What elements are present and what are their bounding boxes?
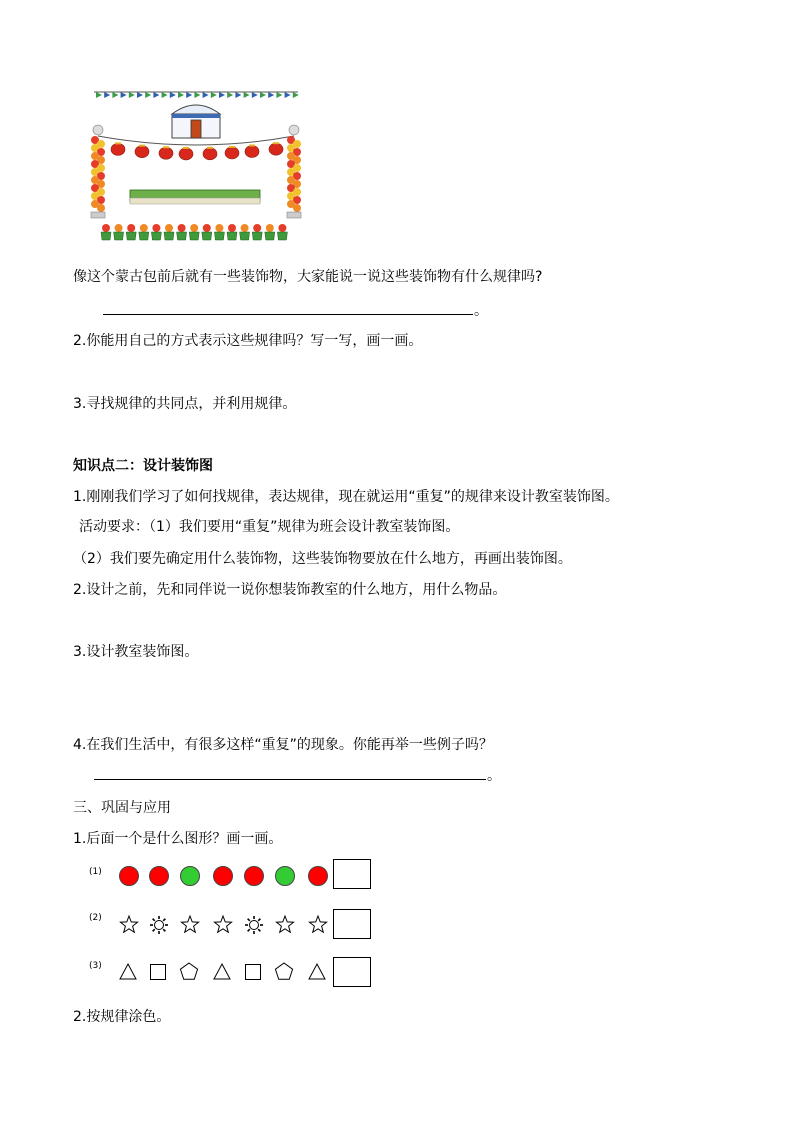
section-knowledge-2-heading: 知识点二：设计装饰图: [73, 458, 213, 474]
pentagon-icon: [178, 961, 200, 983]
triangle-icon: [117, 961, 139, 983]
star-icon: [274, 914, 296, 936]
question-3: 3.寻找规律的共同点，并利用规律。: [73, 396, 297, 412]
pentagon-icon: [273, 961, 295, 983]
pattern-circle: [149, 866, 169, 886]
pattern-circle: [244, 866, 264, 886]
activity-requirement-1: 活动要求：（1）我们要用“重复”规律为班会设计教室装饰图。: [79, 519, 460, 535]
star-icon: [307, 914, 329, 936]
knowledge-item-4: 4.在我们生活中，有很多这样“重复”的现象。你能再举一些例子吗？: [73, 737, 493, 753]
answer-box-1[interactable]: [333, 859, 371, 889]
knowledge-item-1: 1.刚刚我们学习了如何找规律，表达规律，现在就运用“重复”的规律来设计教室装饰图。: [73, 489, 619, 505]
answer-blank-1[interactable]: [103, 314, 473, 315]
sun-icon: [243, 914, 265, 936]
intro-question: 像这个蒙古包前后就有一些装饰物，大家能说一说这些装饰物有什么规律吗?: [73, 269, 543, 285]
row-label-2: (2): [89, 913, 102, 923]
exercise-2: 2.按规律涂色。: [73, 1009, 171, 1025]
blank-end-period-2: 。: [487, 768, 501, 784]
knowledge-item-2: 2.设计之前，先和同伴说一说你想装饰教室的什么地方，用什么物品。: [73, 582, 507, 598]
square-icon: [147, 961, 169, 983]
knowledge-item-3: 3.设计教室装饰图。: [73, 644, 199, 660]
pattern-circle: [180, 866, 200, 886]
square-icon: [242, 961, 264, 983]
pattern-circle: [308, 866, 328, 886]
answer-box-3[interactable]: [333, 957, 371, 987]
star-icon: [179, 914, 201, 936]
star-icon: [212, 914, 234, 936]
activity-requirement-2: （2）我们要先确定用什么装饰物，这些装饰物要放在什么地方，再画出装饰图。: [73, 551, 572, 567]
exercise-1: 1.后面一个是什么图形？画一画。: [73, 831, 283, 847]
section-3-heading: 三、巩固与应用: [73, 800, 171, 816]
blank-end-period: 。: [474, 303, 488, 319]
pattern-circle: [119, 866, 139, 886]
yurt-decoration-illustration: [88, 84, 304, 246]
answer-box-2[interactable]: [333, 909, 371, 939]
answer-blank-2[interactable]: [94, 779, 486, 780]
pattern-circle: [213, 866, 233, 886]
triangle-icon: [211, 961, 233, 983]
question-2: 2.你能用自己的方式表示这些规律吗？写一写，画一画。: [73, 333, 423, 349]
pattern-circle: [275, 866, 295, 886]
star-icon: [118, 914, 140, 936]
row-label-3: (3): [89, 961, 102, 971]
triangle-icon: [306, 961, 328, 983]
sun-icon: [148, 914, 170, 936]
row-label-1: (1): [89, 867, 102, 877]
